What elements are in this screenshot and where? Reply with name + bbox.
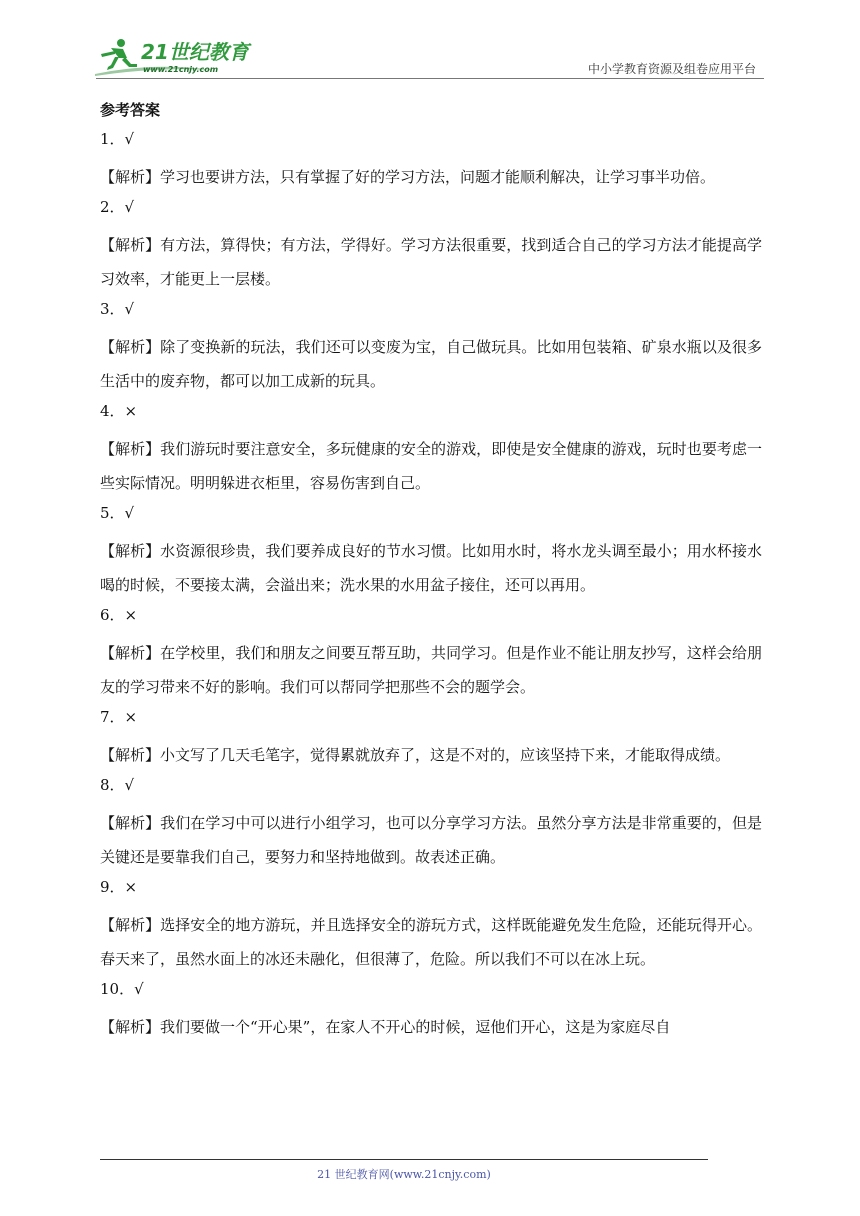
footer-text: 21 世纪教育网(www.21cnjy.com) <box>317 1168 491 1181</box>
logo-url: www.21cnjy.com <box>143 65 219 74</box>
answer-analysis: 【解析】有方法，算得快；有方法，学得好。学习方法很重要，找到适合自己的学习方法才能提高学习效率，才能更上一层楼。 <box>100 236 762 288</box>
answer-analysis: 【解析】在学校里，我们和朋友之间要互帮互助，共同学习。但是作业不能让朋友抄写，这样会给朋友的学习带来不好的影响。我们可以帮同学把那些不会的题学会。 <box>100 644 762 696</box>
answer-analysis: 【解析】学习也要讲方法，只有掌握了好的学习方法，问题才能顺利解决，让学习事半功倍。 <box>100 168 716 186</box>
answer-number: 7．× <box>100 708 138 726</box>
answer-analysis: 【解析】我们要做一个“开心果”，在家人不开心的时候，逗他们开心，这是为家庭尽自 <box>100 1018 671 1036</box>
answer-number: 5．√ <box>100 504 135 522</box>
answer-number: 1．√ <box>100 130 135 148</box>
header-divider <box>96 78 764 79</box>
header-platform-text: 中小学教育资源及组卷应用平台 <box>587 62 756 76</box>
footer-divider <box>100 1159 708 1160</box>
answer-section <box>100 94 762 1044</box>
answer-number: 4．× <box>100 402 138 420</box>
answer-analysis: 【解析】选择安全的地方游玩，并且选择安全的游玩方式，这样既能避免发生危险，还能玩得开心。春天来了，虽然水面上的冰还未融化，但很薄了，危险。所以我们不可以在冰上玩。 <box>100 916 762 968</box>
answer-number: 3．√ <box>100 300 135 318</box>
section-title: 参考答案 <box>100 101 161 119</box>
answer-number: 2．√ <box>100 198 135 216</box>
site-logo <box>93 34 263 78</box>
answer-number: 9．× <box>100 878 138 896</box>
page-header <box>0 0 860 82</box>
answer-analysis: 【解析】小文写了几天毛笔字，觉得累就放弃了，这是不对的，应该坚持下来，才能取得成绩。 <box>100 746 731 764</box>
answer-number: 10．√ <box>100 980 144 998</box>
answer-analysis: 【解析】水资源很珍贵，我们要养成良好的节水习惯。比如用水时，将水龙头调至最小；用水杯接水喝的时候，不要接太满，会溢出来；洗水果的水用盆子接住，还可以再用。 <box>100 542 762 594</box>
logo-text: 21世纪教育 <box>141 40 249 64</box>
answer-number: 8．√ <box>100 776 135 794</box>
answer-analysis: 【解析】我们游玩时要注意安全，多玩健康的安全的游戏，即使是安全健康的游戏，玩时也要考虑一些实际情况。明明躲进衣柜里，容易伤害到自己。 <box>100 440 762 492</box>
answer-analysis: 【解析】除了变换新的玩法，我们还可以变废为宝，自己做玩具。比如用包装箱、矿泉水瓶以及很多生活中的废弃物，都可以加工成新的玩具。 <box>100 338 762 390</box>
answer-analysis: 【解析】我们在学习中可以进行小组学习，也可以分享学习方法。虽然分享方法是非常重要的，但是关键还是要靠我们自己，要努力和坚持地做到。故表述正确。 <box>100 814 762 866</box>
answer-number: 6．× <box>100 606 138 624</box>
